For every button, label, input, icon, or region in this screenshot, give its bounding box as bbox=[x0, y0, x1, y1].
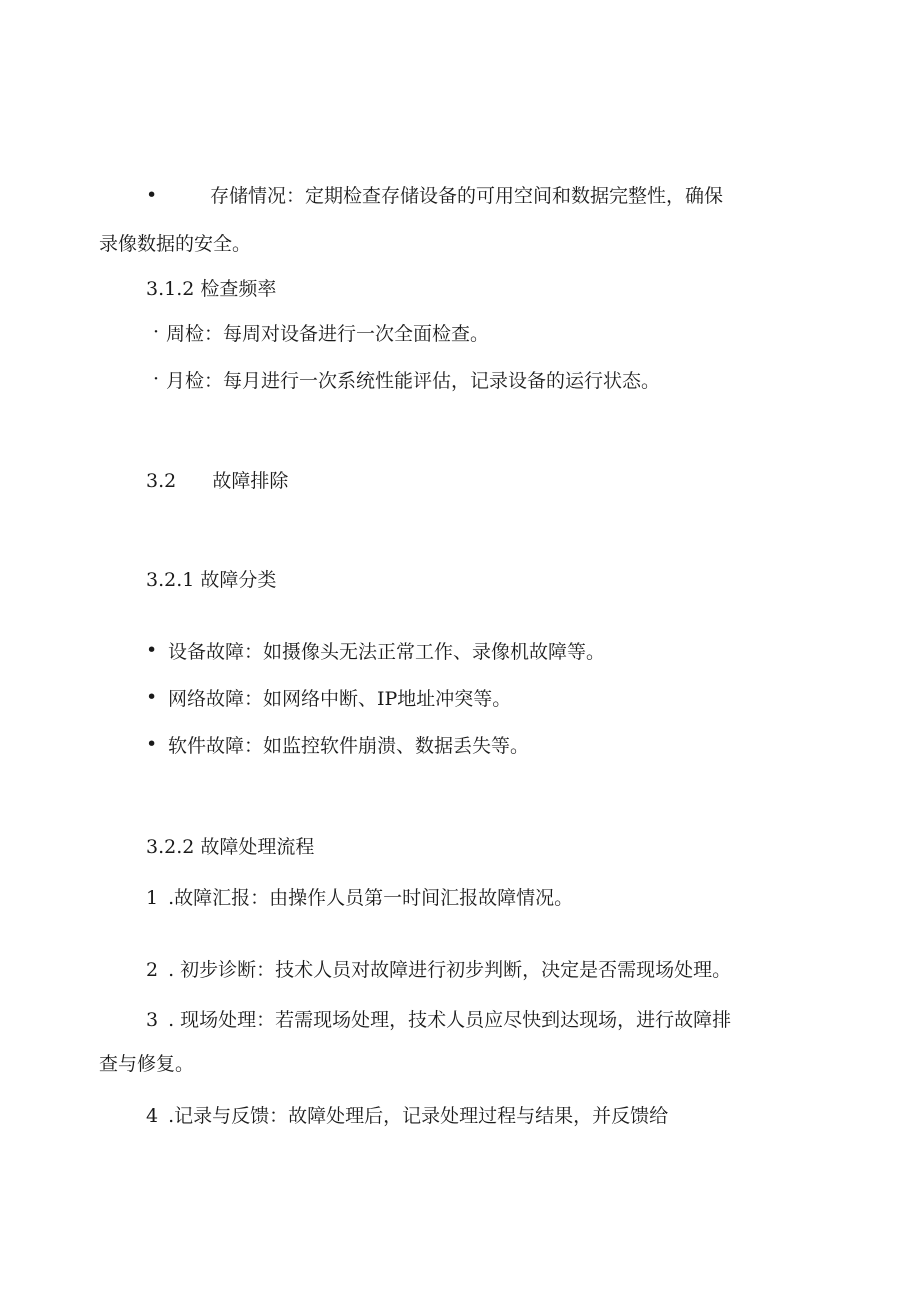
bullet-dot: • bbox=[146, 686, 158, 708]
step-3-continuation: 查与修复。 bbox=[99, 1053, 195, 1075]
step-text: . 现场处理：若需现场处理，技术人员应尽快到达现场，进行故障排 bbox=[168, 1009, 732, 1031]
fault-item-software: 软件故障：如监控软件崩溃、数据丢失等。 bbox=[168, 735, 530, 757]
step-text: . 初步诊断：技术人员对故障进行初步判断，决定是否需现场处理。 bbox=[168, 959, 732, 981]
bullet-dot: • bbox=[146, 184, 158, 206]
storage-line-2: 录像数据的安全。 bbox=[99, 233, 252, 255]
step-text: .记录与反馈：故障处理后，记录处理过程与结果，并反馈给 bbox=[168, 1105, 669, 1127]
step-number: 2 bbox=[146, 959, 159, 981]
step-text: .故障汇报：由操作人员第一时间汇报故障情况。 bbox=[168, 887, 574, 909]
heading-3-2 bbox=[146, 468, 288, 494]
storage-line-1: 存储情况：定期检查存储设备的可用空间和数据完整性，确保 bbox=[210, 185, 724, 207]
heading-3-2-1: 3.2.1 故障分类 bbox=[146, 569, 277, 591]
step-4 bbox=[146, 1103, 668, 1129]
step-number: 4 bbox=[146, 1105, 159, 1127]
bullet-dot: · bbox=[153, 368, 160, 390]
step-2 bbox=[146, 957, 731, 983]
heading-3-2-title: 故障排除 bbox=[212, 470, 289, 492]
step-number: 1 bbox=[146, 887, 159, 909]
heading-3-2-2: 3.2.2 故障处理流程 bbox=[146, 836, 315, 858]
fault-item-device: 设备故障：如摄像头无法正常工作、录像机故障等。 bbox=[168, 641, 606, 663]
step-3 bbox=[146, 1007, 731, 1033]
freq-item-monthly: 月检：每月进行一次系统性能评估，记录设备的运行状态。 bbox=[166, 370, 661, 392]
step-1 bbox=[146, 885, 573, 911]
heading-3-1-2: 3.1.2 检查频率 bbox=[146, 278, 277, 300]
step-number: 3 bbox=[146, 1009, 159, 1031]
freq-item-weekly: 周检：每周对设备进行一次全面检查。 bbox=[166, 323, 490, 345]
bullet-dot: • bbox=[146, 639, 158, 661]
bullet-dot: · bbox=[153, 321, 160, 343]
heading-3-2-number: 3.2 bbox=[146, 470, 177, 492]
fault-item-network: 网络故障：如网络中断、IP地址冲突等。 bbox=[168, 688, 512, 710]
bullet-dot: • bbox=[146, 733, 158, 755]
